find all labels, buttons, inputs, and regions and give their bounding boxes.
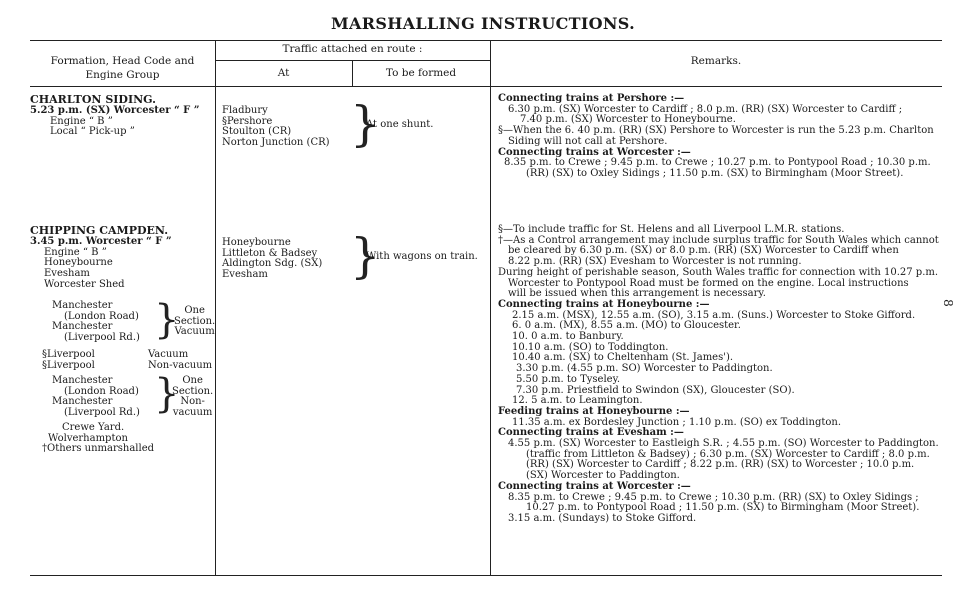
charlton-brace: } [350,96,381,152]
header-formation-line1: Formation, Head Code and [50,55,195,67]
page-number: 8 [940,299,955,307]
charlton-name: CHARLTON SIDING. [30,93,156,106]
remark-line: 4.55 p.m. (SX) Worcester to Eastleigh S.R. ; 4.55 p.m. (SO) Worcester to Paddington. [508,438,939,450]
remark-line: 3.30 p.m. (4.55 p.m. SO) Worcester to Paddington. [516,363,773,375]
chipping-at-item: Aldington Sdg. (SX) [222,258,323,270]
chipping-tail [30,423,154,455]
remark-line: Siding will not call at Pershore. [508,135,668,147]
remark-line: (SX) Worcester to Paddington. [526,470,680,482]
chipping-at-item: Honeybourne [222,237,291,248]
remark-line: 7.40 p.m. (SX) Worcester to Honeybourne. [520,114,736,126]
chipping-at-list [222,238,322,281]
remark-line: During height of perishable season, South Wales traffic for connection with 10.27 p.m. [498,266,939,278]
remark-line: be cleared by 6.30 p.m. (SX) or 8.0 p.m. (RR) (SX) Worcester to Cardiff when [508,245,899,257]
column-divider-3 [490,40,491,575]
remark-line: 11.35 a.m. ex Bordesley Junction ; 1.10 p.m. (SO) ex Toddington. [512,416,842,428]
manchester-label: Manchester [52,300,113,311]
header-formation-line2: Engine Group [85,69,160,81]
liverpool-nonvacuum-label: §Liverpool [42,360,95,371]
remark-line: 6.30 p.m. (SX) Worcester to Cardiff ; 8.0 p.m. (RR) (SX) Worcester to Cardiff ; [508,103,903,115]
header-remarks: Remarks. [690,55,742,67]
manchester-brace-2: } [154,371,180,417]
chipping-list-item: Evesham [44,268,90,280]
charlton-formation [30,94,200,138]
vacuum-label: Vacuum [148,349,189,360]
charlton-at-item: Stoulton (CR) [222,126,292,138]
chipping-brace: } [350,228,381,284]
header-at: At [277,67,290,79]
header-formation [30,54,215,82]
manchester-label: Manchester [52,321,113,333]
remark-line: 2.15 a.m. (MSX), 12.55 a.m. (SO), 3.15 a.m. (Suns.) Worcester to Stoke Gifford. [512,309,916,321]
chipping-train: 3.45 p.m. Worcester “ F ” [30,236,172,247]
others-unmarshalled: †Others unmarshalled [42,443,155,455]
manchester-brace-1: } [154,297,180,343]
remark-line: 7.30 p.m. Priestfield to Swindon (SX), Gloucester (SO). [516,384,795,396]
one-section-nonvacuum [172,376,213,419]
chipping-name: CHIPPING CAMPDEN. [30,224,169,237]
remark-heading: Connecting trains at Pershore :— [498,93,685,104]
chipping-at-item: Littleton & Badsey [222,247,318,259]
one-section-line: Non- [180,396,205,408]
manchester-sub: (London Road) [64,385,139,397]
charlton-at-list [222,106,330,149]
chipping-engine: Engine “ B ” [44,246,107,258]
table-top-rule [30,40,942,41]
header-bottom-rule [30,86,942,87]
remark-line: Worcester to Pontypool Road must be formed on the engine. Local instructions [508,277,909,289]
charlton-engine: Engine “ B ” [50,115,113,127]
chipping-at-item: Evesham [222,269,268,281]
remark-line: (RR) (SX) to Oxley Sidings ; 11.50 p.m. (SX) to Birmingham (Moor Street). [526,167,904,179]
remark-line: 3.15 a.m. (Sundays) to Stoke Gifford. [508,512,697,524]
remark-line: will be issued when this arrangement is necessary. [508,288,766,300]
wolverhampton: Wolverhampton [48,432,128,444]
charlton-formed: At one shunt. [366,119,434,130]
chipping-formation [30,225,172,291]
remark-line: (RR) (SX) Worcester to Cardiff ; 8.22 p.m. (RR) (SX) to Worcester ; 10.0 p.m. [526,459,915,471]
chipping-list-item: Worcester Shed [44,278,125,290]
remark-heading: Feeding trains at Honeybourne :— [498,405,690,417]
one-section-line: Section. [172,385,214,397]
header-to-be-formed: To be formed [385,67,457,79]
charlton-at-item: Fladbury [222,105,268,116]
one-section-vacuum [174,306,215,338]
manchester-sub: (Liverpool Rd.) [64,407,140,419]
remark-line: §—When the 6. 40 p.m. (RR) (SX) Pershore to Worcester is run the 5.23 p.m. Charlton [498,125,934,137]
remark-line: 10.27 p.m. to Pontypool Road ; 11.50 p.m. (SX) to Birmingham (Moor Street). [526,502,920,514]
remark-line: 8.22 p.m. (RR) (SX) Evesham to Worcester is not running. [508,256,802,268]
remark-line: 8.35 p.m. to Crewe ; 9.45 p.m. to Crewe ; 10.27 p.m. to Pontypool Road ; 10.30 p.m. [504,157,931,169]
charlton-at-item: §Pershore [222,115,273,127]
one-section-line: Vacuum [174,326,215,338]
remark-heading: Connecting trains at Worcester :— [498,146,691,158]
one-section-line: Section. [174,315,216,327]
manchester-sub: (London Road) [64,310,139,322]
page-title: MARSHALLING INSTRUCTIONS. [331,14,635,33]
chipping-remarks [498,225,939,525]
remark-line: 10.10 a.m. (SO) to Toddington. [512,341,669,353]
remark-line: 5.50 p.m. to Tyseley. [516,373,621,385]
manchester-group-2 [52,376,140,419]
header-traffic: Traffic attached en route : [282,43,423,55]
manchester-sub: (Liverpool Rd.) [64,332,140,344]
charlton-remarks [498,94,934,180]
remark-heading: Connecting trains at Worcester :— [498,480,691,492]
remark-heading: Connecting trains at Honeybourne :— [498,298,710,310]
charlton-at-item: Norton Junction (CR) [222,137,330,149]
remark-line: †—As a Control arrangement may include surplus traffic for South Wales which cannot [498,234,939,246]
remark-line: §—To include traffic for St. Helens and all Liverpool L.M.R. stations. [498,224,845,235]
manchester-label: Manchester [52,375,113,386]
manchester-group-1 [52,301,140,344]
remark-line: 8.35 p.m. to Crewe ; 9.45 p.m. to Crewe ; 10.30 p.m. (RR) (SX) to Oxley Sidings ; [508,491,919,503]
remark-line: 12. 5 a.m. to Leamington. [512,395,643,407]
one-section-line: One [182,375,203,386]
one-section-line: One [184,305,205,316]
remark-line: (traffic from Littleton & Badsey) ; 6.30 p.m. (SX) Worcester to Cardiff ; 8.0 p.m. [526,448,930,460]
crewe-yard: Crewe Yard. [62,422,125,433]
chipping-list-item: Honeybourne [44,257,113,269]
charlton-local: Local “ Pick-up ” [50,126,135,138]
table-bottom-rule [30,575,942,576]
non-vacuum-label: Non-vacuum [148,360,213,371]
charlton-train: 5.23 p.m. (SX) Worcester “ F ” [30,105,200,116]
one-section-line: vacuum [172,407,213,419]
remark-line: 10.40 a.m. (SX) to Cheltenham (St. James'). [512,352,734,364]
manchester-label: Manchester [52,396,113,408]
remark-line: 10. 0 a.m. to Banbury. [512,331,624,343]
remark-heading: Connecting trains at Evesham :— [498,427,684,439]
liverpool-vacuum-label: §Liverpool [42,349,95,360]
remark-line: 6. 0 a.m. (MX), 8.55 a.m. (MO) to Gloucester. [512,320,741,332]
chipping-formed: With wagons on train. [366,251,478,262]
